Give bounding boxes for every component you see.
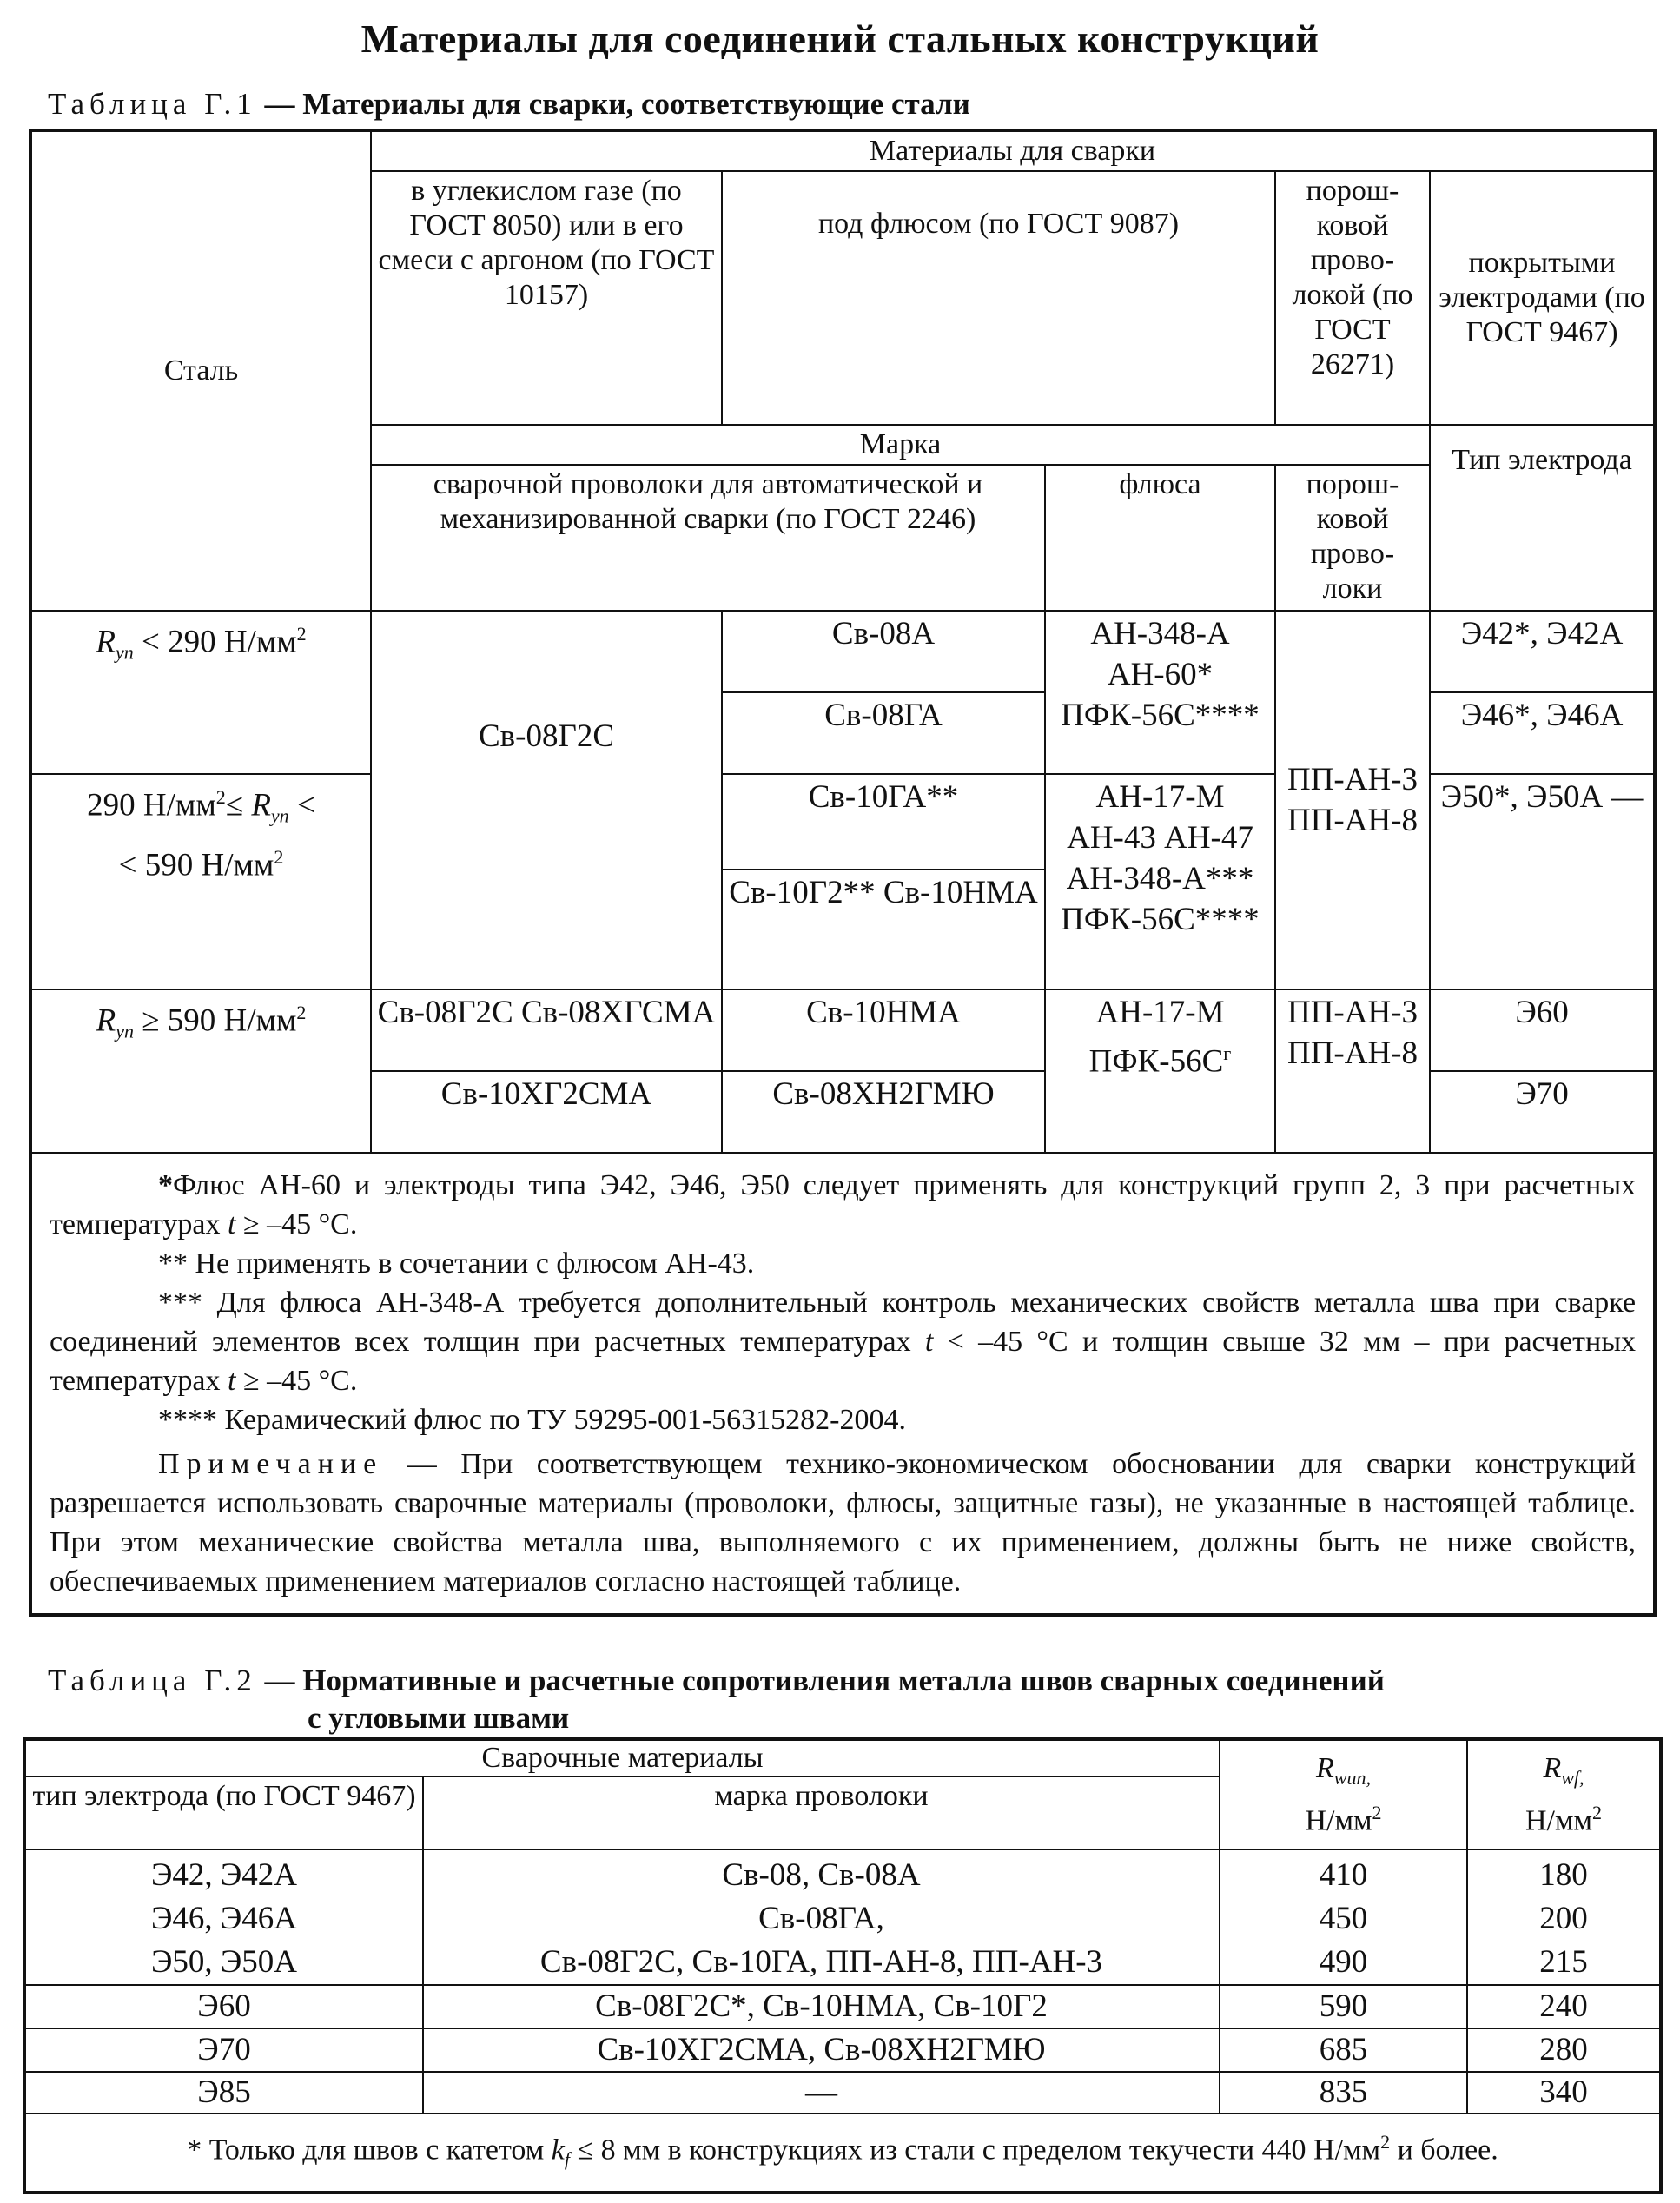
flux-group1: АН-348-А АН-60* ПФК-56С**** [1045,611,1275,774]
table-row: Э46, Э46А Св-08ГА, 450 200 [24,1897,1661,1941]
co2-r3a: Св-08Г2С Св-08ХГСМА [371,989,722,1071]
table2-caption-line2: с угловыми швами [308,1701,570,1735]
table2-caption-title: Нормативные и расчетные сопротивления металла швов сварных соединений [302,1664,1385,1697]
electrode-e5: Э70 [1430,1071,1655,1153]
co2-main: Св-08Г2С [371,611,722,989]
steel-r3: $R_{yn} \ge 590$ $Н/мм^2$ [30,989,371,1153]
flux-cored-group2: ПП-АН-3 ПП-АН-8 [1275,989,1430,1153]
electrode-e4: Э60 [1430,989,1655,1071]
table-row: Э42, Э42А Св-08, Св-08А 410 180 [24,1849,1661,1897]
t2-head-materials: Сварочные материалы [24,1739,1220,1776]
t2-head-electrode: тип электрода (по ГОСТ 9467) [24,1776,423,1849]
head-steel: Сталь [30,130,371,611]
t2-head-wire: марка проволоки [423,1776,1220,1849]
table1-notes: *Флюс АН-60 и электроды типа Э42, Э46, Э50 следует применять для конструкций групп 2, 3 при расчетных температурах t ≥ –45 °С. ** Не применять в сочетании с флюсом АН-43. *** Для флюса АН-348-А требуется дополнительный контроль механических свойств металла шва при сварке соединений элементов всех толщин при расчетных температурах t < –45 °С и толщин свыше 32 мм – при расчетных температурах t ≥ –45 °С. **** Керамический флюс по ТУ 59295-001-56315282-2004. Примечание — При соответствующем технико-экономическом обосновании для сварки конструкций разрешается использовать сварочные материалы (проволоки, флюсы, защитные газы), не указанные в настоящей таблице. При этом механические свойства металла шва, выполняемого с их применением, должны быть не ниже свойств, обеспечиваемых применением материалов согласно настоящей таблице. [30,1153,1655,1615]
wire-w2: Св-08ГА [722,692,1045,774]
head-brand: Марка [371,425,1430,465]
head-flux-brand: флюса [1045,465,1275,611]
head-co2: в углекислом газе (по ГОСТ 8050) или в его смеси с аргоном (по ГОСТ 10157) [371,171,722,425]
table2-caption-prefix: Таблица Г.2 [48,1664,257,1697]
head-wire: сварочной проволоки для автоматической и механизированной сварки (по ГОСТ 2246) [371,465,1045,611]
steel-r2: 290 $Н/мм^2\le R_{yn}$ < < 590 $Н/мм^2$ [30,774,371,989]
t2-head-rwf: $R_{wf,}$ $Н/мм^2$ [1467,1739,1661,1849]
table2 [23,1737,1663,2194]
electrode-e2: Э46*, Э46А [1430,692,1655,774]
table1-caption-dash: — [256,87,303,121]
flux-group3: АН-17-М ПФК-$56С^г$ [1045,989,1275,1153]
page-title: Материалы для соединений стальных конструкций [360,17,1320,61]
flux-group2: АН-17-М АН-43 АН-47 АН-348-А*** ПФК-56С**** [1045,774,1275,989]
table-row: Э70 Св-10ХГ2СМА, Св-08ХН2ГМЮ 685 280 [24,2028,1661,2072]
table1-caption [48,87,970,122]
t2-head-rwun: $R_{wun,}$ $Н/мм^2$ [1220,1739,1467,1849]
table1-caption-title: Материалы для сварки, соответствующие стали [302,87,970,121]
table-row: Э50, Э50А Св-08Г2С, Св-10ГА, ПП-АН-8, ПП-АН-3 490 215 [24,1941,1661,1985]
note-2: ** Не применять в сочетании с флюсом АН-43. [158,1247,755,1280]
steel-r1: $R_{yn} < 290$ $Н/мм^2$ [30,611,371,774]
head-welding-materials: Материалы для сварки [371,130,1655,171]
table-row: Э60 Св-08Г2С*, Св-10НМА, Св-10Г2 590 240 [24,1985,1661,2028]
wire-w1: Св-08А [722,611,1045,692]
head-flux-cored-wire: порош-ковой прово-локи [1275,465,1430,611]
head-coated: покрытыми электродами (по ГОСТ 9467) [1430,171,1655,425]
electrode-e1: Э42*, Э42А [1430,611,1655,692]
wire-w3: Св-10ГА** [722,774,1045,870]
head-flux-cored: порош-ковой прово-локой (по ГОСТ 26271) [1275,171,1430,425]
table2-footnote: * Только для швов с катетом $k_f \le 8$ мм в конструкциях из стали с пределом текучести 440 $Н/мм^2$ и более. [24,2114,1661,2193]
table-row: Э85 — 835 340 [24,2072,1661,2114]
wire-w4: Св-10Г2** Св-10НМА [722,870,1045,989]
remark-label: Примечание [158,1448,384,1480]
wire-w6: Св-08ХН2ГМЮ [722,1071,1045,1153]
table1 [29,129,1657,1617]
wire-w5: Св-10НМА [722,989,1045,1071]
note-4: **** Керамический флюс по ТУ 59295-001-56315282-2004. [158,1404,906,1436]
head-electrode-type: Тип электрода [1430,425,1655,611]
electrode-e3: Э50*, Э50А — [1430,774,1655,989]
table1-caption-prefix: Таблица Г.1 [48,87,257,121]
flux-cored-group1: ПП-АН-3 ПП-АН-8 [1275,611,1430,989]
head-flux: под флюсом (по ГОСТ 9087) [722,171,1275,425]
table2-caption: Таблица Г.2 — Нормативные и расчетные сопротивления металла швов сварных соединений [48,1664,1385,1697]
co2-r3b: Св-10ХГ2СМА [371,1071,722,1153]
